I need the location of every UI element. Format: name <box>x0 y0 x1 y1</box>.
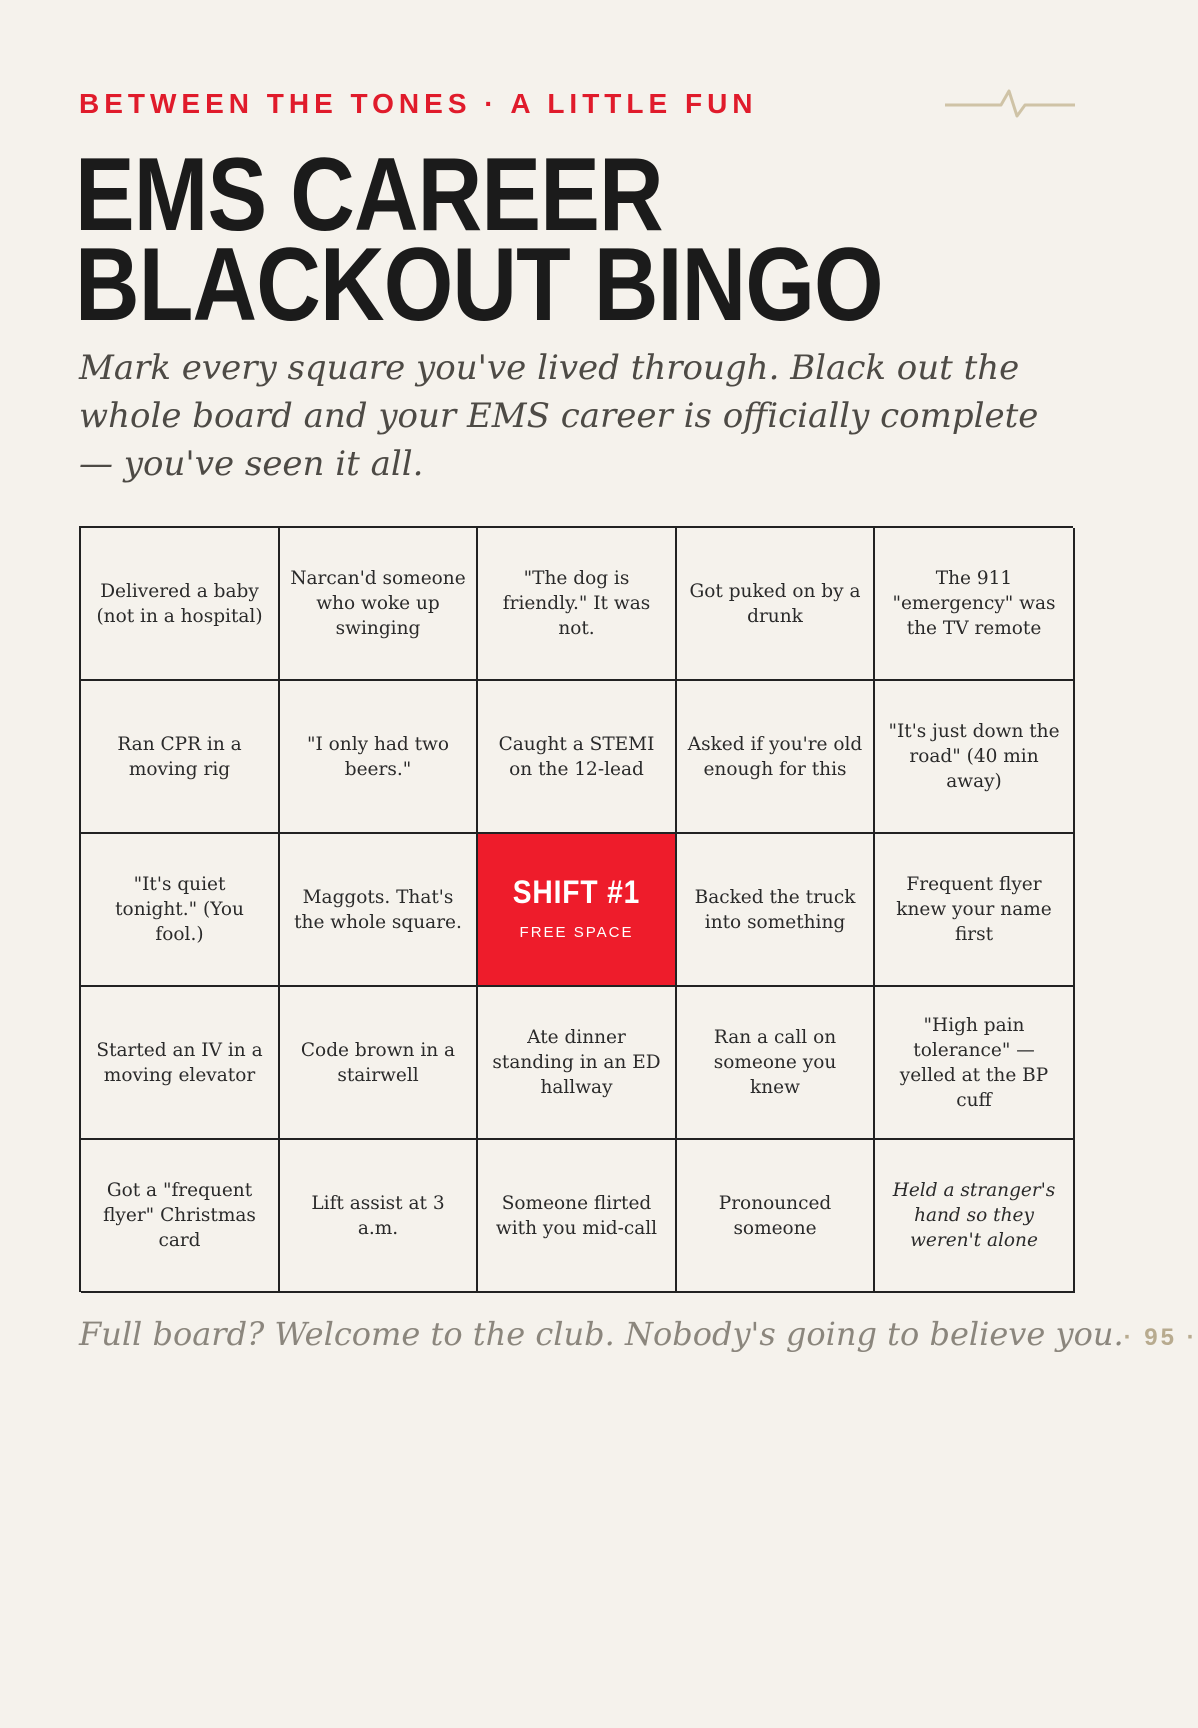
bingo-square[interactable]: Got puked on by a drunk <box>677 528 875 681</box>
bingo-square[interactable]: "I only had two beers." <box>280 681 478 834</box>
bingo-square[interactable]: Lift assist at 3 a.m. <box>280 1140 478 1293</box>
bingo-square[interactable]: "The dog is friendly." It was not. <box>478 528 677 681</box>
bingo-square[interactable]: Held a stranger's hand so they weren't alone <box>875 1140 1075 1293</box>
page-title <box>75 137 883 343</box>
bingo-square[interactable]: Ran a call on someone you knew <box>677 987 875 1140</box>
bingo-square[interactable]: Someone flirted with you mid-call <box>478 1140 677 1293</box>
bingo-square[interactable]: Delivered a baby (not in a hospital) <box>81 528 280 681</box>
bingo-square[interactable]: "It's quiet tonight." (You fool.) <box>81 834 280 987</box>
page-footer <box>79 1315 1198 1353</box>
free-space-label: FREE SPACE <box>519 924 634 941</box>
bingo-square[interactable]: Started an IV in a moving elevator <box>81 987 280 1140</box>
heartbeat-line-icon <box>945 86 1075 122</box>
bingo-square[interactable]: Asked if you're old enough for this <box>677 681 875 834</box>
intro-text: Mark every square you've lived through. Black out the whole board and your EMS career is officially complete — you've seen it all. <box>79 348 1039 484</box>
footer-caption: Full board? Welcome to the club. Nobody's going to believe you. <box>79 1315 1124 1353</box>
bingo-square[interactable]: Maggots. That's the whole square. <box>280 834 478 987</box>
bingo-square[interactable]: Backed the truck into something <box>677 834 875 987</box>
title-line-1: EMS CAREER <box>75 137 663 253</box>
bingo-square[interactable]: Pronounced someone <box>677 1140 875 1293</box>
page-number: · 95 · <box>1123 1324 1198 1351</box>
bingo-square[interactable]: The 911 "emergency" was the TV remote <box>875 528 1075 681</box>
bingo-board <box>79 526 1073 1292</box>
bingo-square[interactable]: Caught a STEMI on the 12-lead <box>478 681 677 834</box>
bingo-square[interactable]: Frequent flyer knew your name first <box>875 834 1075 987</box>
free-space-title: SHIFT #1 <box>512 874 641 910</box>
title-line-2: BLACKOUT BINGO <box>75 227 883 343</box>
bingo-square[interactable]: Narcan'd someone who woke up swinging <box>280 528 478 681</box>
bingo-square[interactable]: Ate dinner standing in an ED hallway <box>478 987 677 1140</box>
bingo-square[interactable]: Got a "frequent flyer" Christmas card <box>81 1140 280 1293</box>
section-kicker: BETWEEN THE TONES · A LITTLE FUN <box>79 88 758 119</box>
bingo-square[interactable]: "It's just down the road" (40 min away) <box>875 681 1075 834</box>
bingo-square[interactable]: "High pain tolerance" — yelled at the BP cuff <box>875 987 1075 1140</box>
free-space-square[interactable] <box>478 834 677 987</box>
bingo-square[interactable]: Ran CPR in a moving rig <box>81 681 280 834</box>
bingo-square[interactable]: Code brown in a stairwell <box>280 987 478 1140</box>
